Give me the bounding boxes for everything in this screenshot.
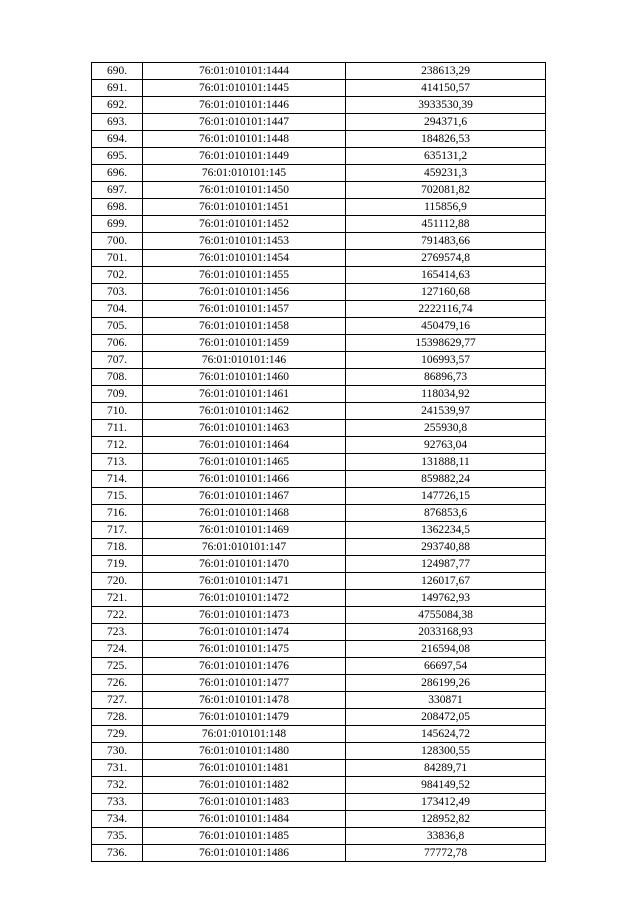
- cadastral-number-cell: 76:01:010101:1486: [143, 845, 346, 862]
- table-row: [92, 301, 546, 318]
- table-row: [92, 709, 546, 726]
- row-number-cell: 715.: [92, 488, 143, 505]
- row-number-cell: 698.: [92, 199, 143, 216]
- cadastral-number-cell: 76:01:010101:1460: [143, 369, 346, 386]
- cadastral-value-cell: 294371,6: [346, 114, 546, 131]
- cadastral-value-cell: 293740,88: [346, 539, 546, 556]
- table-row: [92, 369, 546, 386]
- table-row: [92, 658, 546, 675]
- cadastral-value-cell: 184826,53: [346, 131, 546, 148]
- table-row: [92, 675, 546, 692]
- cadastral-number-cell: 76:01:010101:1475: [143, 641, 346, 658]
- cadastral-value-cell: 459231,3: [346, 165, 546, 182]
- cadastral-number-cell: 76:01:010101:1462: [143, 403, 346, 420]
- cadastral-value-cell: 15398629,77: [346, 335, 546, 352]
- table-row: [92, 131, 546, 148]
- table-row: [92, 794, 546, 811]
- table-row: [92, 80, 546, 97]
- cadastral-number-cell: 76:01:010101:1474: [143, 624, 346, 641]
- row-number-cell: 730.: [92, 743, 143, 760]
- table-row: [92, 539, 546, 556]
- row-number-cell: 700.: [92, 233, 143, 250]
- cadastral-number-cell: 76:01:010101:1483: [143, 794, 346, 811]
- cadastral-value-cell: 1362234,5: [346, 522, 546, 539]
- table-row: [92, 777, 546, 794]
- table-row: [92, 233, 546, 250]
- row-number-cell: 727.: [92, 692, 143, 709]
- cadastral-number-cell: 76:01:010101:1472: [143, 590, 346, 607]
- cadastral-number-cell: 76:01:010101:1463: [143, 420, 346, 437]
- row-number-cell: 714.: [92, 471, 143, 488]
- cadastral-number-cell: 76:01:010101:1453: [143, 233, 346, 250]
- cadastral-number-cell: 76:01:010101:147: [143, 539, 346, 556]
- row-number-cell: 720.: [92, 573, 143, 590]
- cadastral-number-cell: 76:01:010101:1469: [143, 522, 346, 539]
- cadastral-value-cell: 2033168,93: [346, 624, 546, 641]
- cadastral-number-cell: 76:01:010101:1476: [143, 658, 346, 675]
- cadastral-value-cell: 2222116,74: [346, 301, 546, 318]
- table-row: [92, 624, 546, 641]
- row-number-cell: 708.: [92, 369, 143, 386]
- table-row: [92, 182, 546, 199]
- cadastral-value-cell: 286199,26: [346, 675, 546, 692]
- cadastral-value-cell: 77772,78: [346, 845, 546, 862]
- cadastral-value-cell: 3933530,39: [346, 97, 546, 114]
- cadastral-value-cell: 450479,16: [346, 318, 546, 335]
- row-number-cell: 703.: [92, 284, 143, 301]
- cadastral-number-cell: 76:01:010101:1484: [143, 811, 346, 828]
- cadastral-value-cell: 84289,71: [346, 760, 546, 777]
- row-number-cell: 709.: [92, 386, 143, 403]
- row-number-cell: 706.: [92, 335, 143, 352]
- cadastral-number-cell: 76:01:010101:1449: [143, 148, 346, 165]
- table-row: [92, 573, 546, 590]
- table-row: [92, 488, 546, 505]
- cadastral-number-cell: 76:01:010101:1459: [143, 335, 346, 352]
- row-number-cell: 723.: [92, 624, 143, 641]
- table-row: [92, 692, 546, 709]
- cadastral-number-cell: 76:01:010101:146: [143, 352, 346, 369]
- cadastral-number-cell: 76:01:010101:1480: [143, 743, 346, 760]
- table-row: [92, 590, 546, 607]
- cadastral-value-cell: 876853,6: [346, 505, 546, 522]
- cadastral-value-cell: 451112,88: [346, 216, 546, 233]
- cadastral-value-cell: 92763,04: [346, 437, 546, 454]
- cadastral-number-cell: 76:01:010101:1479: [143, 709, 346, 726]
- table-row: [92, 97, 546, 114]
- cadastral-number-cell: 76:01:010101:1457: [143, 301, 346, 318]
- cadastral-value-cell: 128300,55: [346, 743, 546, 760]
- row-number-cell: 711.: [92, 420, 143, 437]
- cadastral-number-cell: 76:01:010101:1452: [143, 216, 346, 233]
- row-number-cell: 722.: [92, 607, 143, 624]
- cadastral-number-cell: 76:01:010101:1468: [143, 505, 346, 522]
- cadastral-number-cell: 76:01:010101:1451: [143, 199, 346, 216]
- table-row: [92, 114, 546, 131]
- row-number-cell: 717.: [92, 522, 143, 539]
- table-row: [92, 454, 546, 471]
- cadastral-value-cell: 127160,68: [346, 284, 546, 301]
- cadastral-number-cell: 76:01:010101:148: [143, 726, 346, 743]
- cadastral-value-cell: 115856,9: [346, 199, 546, 216]
- table-row: [92, 165, 546, 182]
- cadastral-value-cell: 126017,67: [346, 573, 546, 590]
- table-row: [92, 828, 546, 845]
- cadastral-number-cell: 76:01:010101:1477: [143, 675, 346, 692]
- cadastral-value-cell: 118034,92: [346, 386, 546, 403]
- row-number-cell: 694.: [92, 131, 143, 148]
- table-row: [92, 811, 546, 828]
- row-number-cell: 735.: [92, 828, 143, 845]
- cadastral-value-cell: 66697,54: [346, 658, 546, 675]
- row-number-cell: 693.: [92, 114, 143, 131]
- row-number-cell: 721.: [92, 590, 143, 607]
- row-number-cell: 736.: [92, 845, 143, 862]
- row-number-cell: 702.: [92, 267, 143, 284]
- row-number-cell: 691.: [92, 80, 143, 97]
- table-row: [92, 743, 546, 760]
- table-row: [92, 403, 546, 420]
- table-row: [92, 726, 546, 743]
- row-number-cell: 701.: [92, 250, 143, 267]
- table-row: [92, 250, 546, 267]
- table-row: [92, 199, 546, 216]
- table-row: [92, 607, 546, 624]
- cadastral-number-cell: 76:01:010101:1447: [143, 114, 346, 131]
- row-number-cell: 725.: [92, 658, 143, 675]
- row-number-cell: 707.: [92, 352, 143, 369]
- cadastral-value-cell: 149762,93: [346, 590, 546, 607]
- cadastral-number-cell: 76:01:010101:1464: [143, 437, 346, 454]
- row-number-cell: 699.: [92, 216, 143, 233]
- table-row: [92, 420, 546, 437]
- cadastral-value-table: [91, 62, 546, 862]
- row-number-cell: 729.: [92, 726, 143, 743]
- cadastral-value-cell: 147726,15: [346, 488, 546, 505]
- cadastral-number-cell: 76:01:010101:1448: [143, 131, 346, 148]
- table-row: [92, 267, 546, 284]
- cadastral-number-cell: 76:01:010101:1461: [143, 386, 346, 403]
- table-row: [92, 556, 546, 573]
- table-row: [92, 284, 546, 301]
- row-number-cell: 705.: [92, 318, 143, 335]
- table-row: [92, 437, 546, 454]
- cadastral-value-cell: 238613,29: [346, 63, 546, 80]
- cadastral-value-cell: 2769574,8: [346, 250, 546, 267]
- cadastral-value-cell: 173412,49: [346, 794, 546, 811]
- cadastral-number-cell: 76:01:010101:1458: [143, 318, 346, 335]
- cadastral-value-cell: 330871: [346, 692, 546, 709]
- row-number-cell: 692.: [92, 97, 143, 114]
- row-number-cell: 696.: [92, 165, 143, 182]
- cadastral-value-cell: 33836,8: [346, 828, 546, 845]
- table-row: [92, 845, 546, 862]
- row-number-cell: 728.: [92, 709, 143, 726]
- table-row: [92, 522, 546, 539]
- row-number-cell: 713.: [92, 454, 143, 471]
- row-number-cell: 716.: [92, 505, 143, 522]
- cadastral-number-cell: 76:01:010101:1467: [143, 488, 346, 505]
- row-number-cell: 695.: [92, 148, 143, 165]
- cadastral-number-cell: 76:01:010101:1485: [143, 828, 346, 845]
- cadastral-number-cell: 76:01:010101:1465: [143, 454, 346, 471]
- row-number-cell: 734.: [92, 811, 143, 828]
- cadastral-value-cell: 635131,2: [346, 148, 546, 165]
- table-row: [92, 352, 546, 369]
- cadastral-number-cell: 76:01:010101:1444: [143, 63, 346, 80]
- cadastral-number-cell: 76:01:010101:145: [143, 165, 346, 182]
- table-row: [92, 63, 546, 80]
- table-row: [92, 505, 546, 522]
- cadastral-value-cell: 208472,05: [346, 709, 546, 726]
- row-number-cell: 704.: [92, 301, 143, 318]
- cadastral-value-cell: 106993,57: [346, 352, 546, 369]
- cadastral-number-cell: 76:01:010101:1466: [143, 471, 346, 488]
- cadastral-value-cell: 791483,66: [346, 233, 546, 250]
- cadastral-number-cell: 76:01:010101:1470: [143, 556, 346, 573]
- cadastral-value-cell: 86896,73: [346, 369, 546, 386]
- cadastral-value-cell: 145624,72: [346, 726, 546, 743]
- cadastral-value-cell: 131888,11: [346, 454, 546, 471]
- cadastral-number-cell: 76:01:010101:1473: [143, 607, 346, 624]
- cadastral-number-cell: 76:01:010101:1445: [143, 80, 346, 97]
- cadastral-number-cell: 76:01:010101:1478: [143, 692, 346, 709]
- cadastral-value-cell: 255930,8: [346, 420, 546, 437]
- cadastral-value-cell: 216594,08: [346, 641, 546, 658]
- cadastral-value-cell: 414150,57: [346, 80, 546, 97]
- table-body: [92, 63, 546, 862]
- cadastral-value-cell: 984149,52: [346, 777, 546, 794]
- table-row: [92, 760, 546, 777]
- row-number-cell: 697.: [92, 182, 143, 199]
- cadastral-value-cell: 128952,82: [346, 811, 546, 828]
- row-number-cell: 719.: [92, 556, 143, 573]
- row-number-cell: 726.: [92, 675, 143, 692]
- row-number-cell: 731.: [92, 760, 143, 777]
- cadastral-number-cell: 76:01:010101:1456: [143, 284, 346, 301]
- row-number-cell: 712.: [92, 437, 143, 454]
- cadastral-number-cell: 76:01:010101:1471: [143, 573, 346, 590]
- table-row: [92, 335, 546, 352]
- table-row: [92, 641, 546, 658]
- cadastral-number-cell: 76:01:010101:1455: [143, 267, 346, 284]
- row-number-cell: 724.: [92, 641, 143, 658]
- cadastral-number-cell: 76:01:010101:1481: [143, 760, 346, 777]
- cadastral-number-cell: 76:01:010101:1450: [143, 182, 346, 199]
- table-row: [92, 216, 546, 233]
- cadastral-value-cell: 124987,77: [346, 556, 546, 573]
- cadastral-value-cell: 165414,63: [346, 267, 546, 284]
- table-row: [92, 386, 546, 403]
- cadastral-number-cell: 76:01:010101:1446: [143, 97, 346, 114]
- cadastral-number-cell: 76:01:010101:1454: [143, 250, 346, 267]
- table-row: [92, 148, 546, 165]
- table-row: [92, 471, 546, 488]
- cadastral-value-cell: 241539,97: [346, 403, 546, 420]
- cadastral-number-cell: 76:01:010101:1482: [143, 777, 346, 794]
- row-number-cell: 732.: [92, 777, 143, 794]
- row-number-cell: 718.: [92, 539, 143, 556]
- row-number-cell: 690.: [92, 63, 143, 80]
- cadastral-value-cell: 859882,24: [346, 471, 546, 488]
- table-row: [92, 318, 546, 335]
- row-number-cell: 733.: [92, 794, 143, 811]
- cadastral-value-cell: 702081,82: [346, 182, 546, 199]
- row-number-cell: 710.: [92, 403, 143, 420]
- cadastral-value-cell: 4755084,38: [346, 607, 546, 624]
